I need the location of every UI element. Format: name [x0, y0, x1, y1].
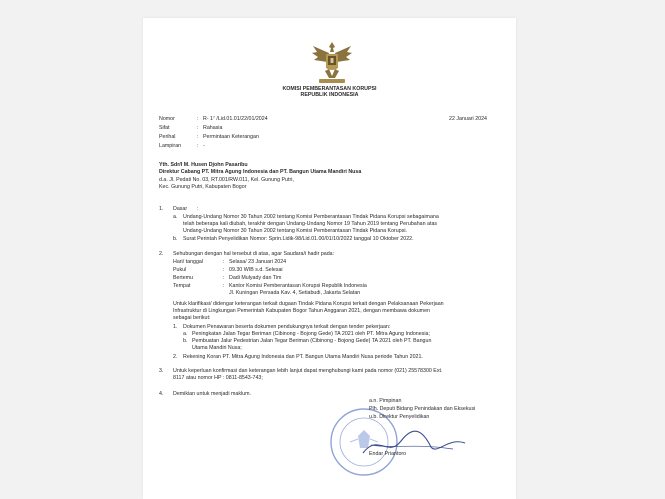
section1-b-marker: b.: [173, 236, 178, 242]
garuda-emblem-icon: [307, 38, 357, 88]
section1-b-text: Surat Perintah Penyelidikan Nomor: Sprin.Lidik-98/Lid.01.00/01/10/2022 tanggal 10 Oktober 2022.: [183, 236, 414, 242]
bertemu-value: Dadi Mulyady dan Tim: [229, 275, 282, 281]
recipient-address-line2: Kec. Gunung Putri, Kabupaten Bogor: [159, 184, 247, 190]
section2-body-line1: Untuk klarifikasi/ didengar keterangan terkait dugaan Tindak Pidana Korupsi terkait dengan Pelaksanaan Pekerjaan: [173, 301, 444, 307]
lampiran-sep: :: [197, 143, 199, 149]
sifat-sep: :: [197, 125, 199, 131]
section1-a-line1: Undang-Undang Nomor 30 Tahun 2002 tentang Komisi Pemberantasan Tindak Pidana Korupsi sebagaimana: [183, 214, 439, 220]
section1-number: 1.: [159, 206, 164, 212]
hari-sep: :: [223, 259, 225, 265]
letter-page: [143, 18, 516, 499]
tempat-value-line1: Kantor Komisi Pemberantasan Korupsi Republik Indonesia: [229, 283, 367, 289]
recipient-name: Yth. Sdr/I M. Husen Djohn Pasaribu: [159, 162, 248, 168]
pukul-sep: :: [223, 267, 225, 273]
doc-item1-number: 1.: [173, 324, 178, 330]
tempat-value-line2: Jl. Kuningan Persada Kav. 4, Setiabudi, Jakarta Selatan: [229, 290, 361, 296]
section3-line2: 8117 atau nomor HP : 0811-8543-743;: [173, 375, 263, 381]
signature-position: Plh. Deputi Bidang Penindakan dan Eksekusi: [369, 406, 476, 412]
section4-text: Demikian untuk menjadi maklum.: [173, 391, 252, 397]
doc-item1-text: Dokumen Penawaran beserta dokumen pendukungnya terkait dengan tender pekerjaan:: [183, 324, 391, 330]
section2-body-line2: Infrastruktur di Lingkungan Pemerintah Kabupaten Bogor Tahun Anggaran 2021, dengan membawa dokumen: [173, 308, 430, 314]
section1-a-marker: a.: [173, 214, 178, 220]
agency-country: REPUBLIK INDONESIA: [300, 92, 359, 98]
doc-item1b-marker: b.: [183, 338, 188, 344]
tempat-label: Tempat: [173, 283, 191, 289]
doc-item1a-marker: a.: [183, 331, 188, 337]
nomor-sep: :: [197, 116, 199, 122]
section1-a-line3: Undang-Undang Nomor 30 Tahun 2002 tentang Komisi Pemberantasan Tindak Pidana Korupsi.: [183, 228, 407, 234]
hari-label: Hari/ tanggal: [173, 259, 204, 265]
signature-on-behalf: a.n. Pimpinan: [369, 398, 402, 404]
recipient-address-line1: d.a. Jl. Pedati No. 03, RT.001/RW.011, Kel. Gunung Putri,: [159, 177, 294, 183]
sifat-value: Rahasia: [203, 125, 223, 131]
pukul-value: 09.30 WIB s.d. Selesai: [229, 267, 283, 273]
lampiran-label: Lampiran: [159, 143, 182, 149]
perihal-value: Permintaan Keterangan: [203, 134, 259, 140]
nomor-value: R- 1⁷ /Lid.01.01/22/01/2024: [203, 116, 268, 122]
section2-body-line3: sebagai berikut:: [173, 315, 211, 321]
section4-number: 4.: [159, 391, 164, 397]
doc-item1b-line1: Pembuatan Jalur Pedestrian Jalan Tegar Beriman (Cibinong - Bojong Gede) TA 2021 oleh PT. Bangun: [192, 338, 432, 344]
perihal-sep: :: [197, 134, 199, 140]
doc-item2-text: Rekening Koran PT. Mitra Agung Indonesia dan PT. Bangun Utama Mandiri Nusa periode Tahun 2021.: [183, 354, 423, 360]
section1-sep: :: [197, 206, 199, 212]
section3-number: 3.: [159, 368, 164, 374]
section1-a-line2: telah beberapa kali diubah, terakhir dengan Undang-Undang Nomor 19 Tahun 2019 tentang Perubahan atas: [183, 221, 438, 227]
lampiran-value: -: [203, 143, 205, 149]
pukul-label: Pukul: [173, 267, 187, 273]
bertemu-sep: :: [223, 275, 225, 281]
letter-date: 22 Januari 2024: [449, 116, 487, 122]
section2-intro: Sehubungan dengan hal tersebut di atas, agar Saudara/i hadir pada:: [173, 251, 335, 257]
section1-title: Dasar: [173, 206, 188, 212]
bertemu-label: Bertemu: [173, 275, 194, 281]
hari-value: Selasa/ 23 Januari 2024: [229, 259, 287, 265]
doc-item2-number: 2.: [173, 354, 178, 360]
agency-name: KOMISI PEMBERANTASAN KORUPSI: [282, 86, 377, 92]
sifat-label: Sifat: [159, 125, 170, 131]
nomor-label: Nomor: [159, 116, 175, 122]
doc-item1b-line2: Utama Mandiri Nusa;: [192, 345, 242, 351]
recipient-title: Direktur Cabang PT. Mitra Agung Indonesia dan PT. Bangun Utama Mandiri Nusa: [159, 169, 362, 175]
signatory-name: Endar Priantoro: [369, 451, 407, 457]
doc-item1a-text: Peningkatan Jalan Tegar Beriman (Cibinong - Bojong Gede) TA 2021 oleh PT. Mitra Agung Indonesia;: [192, 331, 430, 337]
tempat-sep: :: [223, 283, 225, 289]
perihal-label: Perihal: [159, 134, 176, 140]
section3-line1: Untuk keperluan konfirmasi dan keterangan lebih lanjut dapat menghubungi kami pada nomor (021) 25578300 Ext.: [173, 368, 443, 374]
signature-unit: u.b. Direktur Penyelidikan: [369, 414, 430, 420]
section2-number: 2.: [159, 251, 164, 257]
